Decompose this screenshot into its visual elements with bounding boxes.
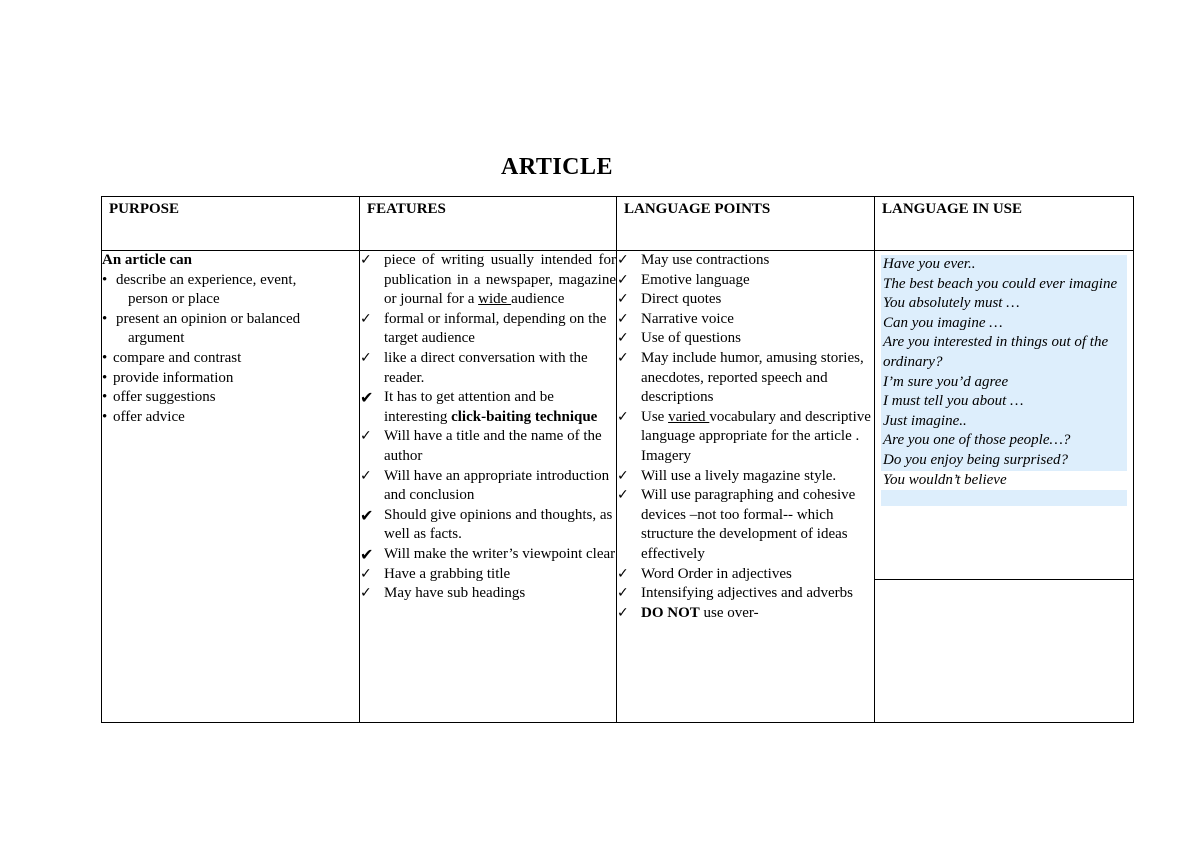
language-point-item [617,467,874,487]
features-item-text: Should give opinions and thoughts, as well as facts. [384,506,613,543]
check-icon: ✓ [360,252,372,268]
highlight-pad [881,490,1127,506]
phrase-item: You absolutely must … [883,295,1020,312]
article-table [101,196,1134,723]
purpose-item [102,349,359,369]
features-item [360,251,616,310]
features-item [360,545,616,565]
phrase-item: I must tell you about … [883,393,1024,410]
purpose-item-text: offer advice [113,408,185,425]
features-item [360,467,616,506]
language-in-use-list [881,255,1127,490]
page-title: ARTICLE [501,154,614,180]
phrase-item: Are you interested in things out of the ordinary? [883,334,1109,370]
check-icon: ✓ [617,349,629,366]
purpose-item [102,388,359,408]
header-cell-features [360,197,617,251]
features-item-text-end: audience [511,291,565,308]
language-point-item [617,329,874,349]
purpose-item [102,310,359,349]
purpose-item-cont: person or place [128,291,220,308]
purpose-item-text: present an opinion or balanced [116,310,301,327]
header-language-in-use: LANGUAGE IN USE [882,201,1023,217]
header-purpose: PURPOSE [109,201,180,217]
purpose-item [102,271,359,310]
features-cell [360,251,617,723]
features-item-text: Will have a title and the name of the author [384,428,602,464]
language-point-item [617,271,874,291]
language-point-item [617,349,874,408]
header-language-points: LANGUAGE POINTS [624,201,771,217]
language-point-text-end: vocabulary and descriptive language appropriate for the article . Imagery [641,408,871,464]
language-point-bold: DO NOT [641,604,700,621]
purpose-lead: An article can [102,252,192,268]
check-icon: ✓ [360,310,372,327]
features-item [360,310,616,349]
check-icon: ✓ [617,310,629,327]
purpose-item-text: provide information [113,369,234,386]
features-item [360,584,616,604]
check-icon: ✓ [617,291,629,308]
features-item-text: Will make the writer’s viewpoint clear [384,545,616,562]
header-row [102,197,1134,251]
header-cell-language-points [617,197,875,251]
features-item [360,565,616,585]
check-icon: ✓ [360,585,372,602]
language-point-text: Narrative voice [641,310,734,327]
language-in-use-cell [875,251,1134,723]
language-point-text: Use of questions [641,330,741,347]
language-point-text: Will use a lively magazine style. [641,467,837,484]
language-point-text-end: use over- [699,604,759,621]
purpose-item-text: offer suggestions [113,389,216,406]
purpose-list [102,271,359,428]
bullet-icon: • [102,271,108,288]
check-bold-icon: ✔ [360,388,374,408]
purpose-item [102,369,359,389]
check-bold-icon: ✔ [360,544,374,564]
features-item-text: May have sub headings [384,585,526,602]
purpose-item-text: describe an experience, event, [116,271,297,288]
check-icon: ✓ [360,349,372,366]
check-icon: ✓ [360,428,372,445]
phrase-item: Have you ever.. [883,256,976,272]
purpose-item-cont: argument [128,330,185,347]
bullet-icon: • [102,389,108,406]
language-point-underline: varied [668,408,710,425]
language-point-text: Use [641,408,669,425]
check-icon: ✓ [617,565,629,582]
check-icon: ✓ [617,408,629,425]
check-bold-icon: ✔ [360,505,374,525]
check-icon: ✓ [617,585,629,602]
header-cell-purpose [102,197,360,251]
language-point-text: Will use paragraphing and cohesive devices –not too formal-- which structure the development of ideas effectively [641,487,856,562]
features-item-text: like a direct conversation with the reader. [384,349,588,386]
features-item [360,349,616,388]
bullet-icon: • [102,408,108,425]
purpose-item-text: compare and contrast [113,349,242,366]
header-features: FEATURES [367,201,446,217]
language-point-item [617,251,874,271]
phrase-item: I’m sure you’d agree [883,373,1009,390]
language-point-text: May include humor, amusing stories, anecdotes, reported speech and descriptions [641,349,864,406]
language-in-use-box [875,251,1133,580]
check-icon: ✓ [617,271,629,288]
check-icon: ✓ [617,330,629,347]
features-item [360,388,616,427]
language-point-item [617,408,874,467]
language-point-text: Intensifying adjectives and adverbs [641,585,854,602]
purpose-item [102,408,359,428]
phrase-item: Just imagine.. [883,412,967,429]
check-icon: ✓ [617,467,629,484]
features-item [360,506,616,545]
content-row [102,251,1134,723]
language-point-item [617,565,874,585]
language-point-text: Word Order in adjectives [641,565,792,582]
check-icon: ✓ [360,565,372,582]
phrase-item: The best beach you could ever imagine [883,275,1118,292]
phrase-item: Do you enjoy being surprised? [883,451,1068,468]
phrase-item: You wouldn’t believe [881,471,1127,491]
language-point-item [617,290,874,310]
header-cell-language-in-use [875,197,1134,251]
features-list [360,251,616,604]
bullet-icon: • [102,369,108,386]
features-item-text: Have a grabbing title [384,565,511,582]
bullet-icon: • [102,310,108,327]
check-icon: ✓ [617,252,629,268]
language-point-item [617,604,874,624]
features-item-text: It has to get attention and be interesting [384,389,554,425]
language-point-item [617,310,874,330]
features-item-text: formal or informal, depending on the target audience [384,310,607,347]
phrase-item: Are you one of those people…? [883,432,1071,449]
language-point-item [617,486,874,564]
check-icon: ✓ [360,467,372,484]
features-item-text: piece of writing usually intended for publication in a newspaper, magazine or journal for a [384,252,616,308]
check-icon: ✓ [617,604,629,621]
features-item [360,427,616,466]
features-item-underline: wide [478,291,512,308]
language-point-text: Direct quotes [641,291,722,308]
features-item-text: Will have an appropriate introduction and conclusion [384,467,610,504]
language-point-text: May use contractions [641,252,770,268]
phrase-item: Can you imagine … [883,314,1003,331]
check-icon: ✓ [617,487,629,504]
language-points-cell [617,251,875,723]
language-point-item [617,584,874,604]
purpose-cell [102,251,360,723]
language-point-text: Emotive language [641,271,750,288]
bullet-icon: • [102,349,108,366]
language-points-list [617,251,874,623]
features-item-bold: click-baiting technique [451,408,598,425]
